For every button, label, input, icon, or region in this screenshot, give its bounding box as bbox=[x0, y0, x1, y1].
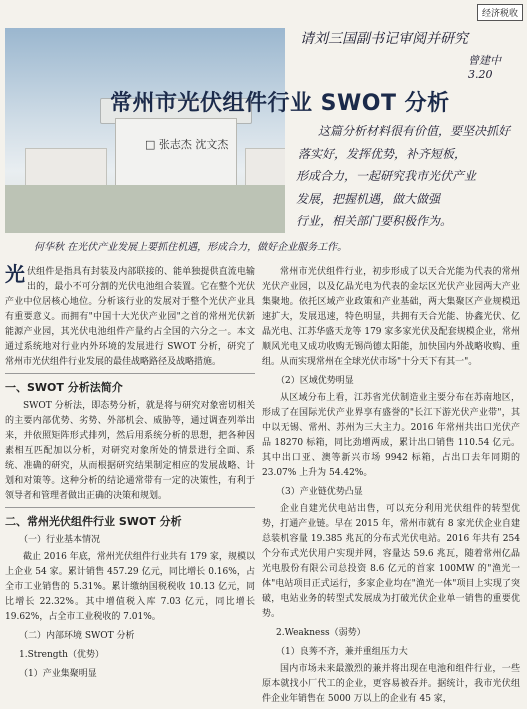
subheading-cluster: （1）产业集聚明显 bbox=[19, 669, 97, 679]
paragraph-chain: 企业自建光伏电站出售，可以充分利用光伏组件的转型优势，打通产业链。早在 2015 年，常州市就有 8 家光伏企业自建总装机容量 19.385 兆瓦的分布式光伏电站。2016 年共有 254 个分布式光伏用户实现并网，容量达 59.6 兆瓦，随着常州亿晶光电股份有限公司总投资 8.6 亿元的首家 100MW 的"渔光一体"电站项目正式运行，多家企业均在"渔光一体"项目上实现了突破，电站业务的转型式发展成为打破光伏企业单一销售的重要优势。 bbox=[262, 504, 520, 619]
handwriting-line-2: 这篇分析材料很有价值，要坚决抓好 bbox=[318, 124, 511, 138]
hero-image bbox=[5, 28, 285, 233]
intro-paragraph: 伏组件是指具有封装及内部联接的、能单独提供直流电输出的，最小不可分割的光伏电池组合装置。它在整个光伏产业中位居核心地位。分析该行业的发展对于整个光伏产业具有重要意义。而拥有"中国十大光伏产业园"之首的常州光伏新能源产业园，其光伏电池组件产量约占全国的六分之一。本文通过系统地对行业内外环境的发展进行 SWOT 分析，研究了常州市光伏组件行业发展的最佳战略路径及战略措施。 bbox=[5, 267, 255, 367]
subheading-regional: （2）区域优势明显 bbox=[276, 376, 354, 386]
divider bbox=[5, 507, 255, 508]
section-tag: 经济税收 bbox=[477, 4, 523, 21]
article-authors: □ 张志杰 沈文杰 bbox=[145, 138, 229, 151]
subheading-internal-env: （二）内部环境 SWOT 分析 bbox=[19, 631, 135, 641]
handwriting-line-7: 何华秋 在光伏产业发展上要抓住机遇，形成合力，做好企业服务工作。 bbox=[34, 242, 348, 253]
subheading-consolidation: （1）良莠不齐，兼并重组压力大 bbox=[276, 647, 408, 657]
article-title: 常州市光伏组件行业 SWOT 分析 bbox=[110, 91, 450, 116]
subheading-strength: 1.Strength（优势） bbox=[19, 650, 104, 660]
paragraph-industry-basics: 截止 2016 年底，常州光伏组件行业共有 179 家，规模以上企业 54 家。累计销售 457.29 亿元，同比增长 0.16%，占全市工业销售的 5.31%。累计缴纳国税税收 10.13 亿元，同比增长 22.32%。其中增值税入库 7.03 亿元，同比增长 19.62%，占全市工业税收的 7.01%。 bbox=[5, 552, 255, 622]
subheading-industry-basics: （一）行业基本情况 bbox=[19, 535, 101, 545]
subheading-chain: （3）产业链优势凸显 bbox=[276, 487, 363, 497]
dropcap: 光 bbox=[5, 262, 25, 286]
ground bbox=[5, 185, 285, 233]
paragraph-consolidation: 国内市场未来最激烈的兼并将出现在电池和组件行业，一些原本就找小厂代工的企业，更容易被吞并。据统计，我市光伏组件企业年销售在 5000 万以上的企业有 45 家， bbox=[262, 664, 520, 704]
subheading-weakness: 2.Weakness（弱势） bbox=[276, 628, 366, 638]
building-wing-right bbox=[245, 148, 285, 190]
building-body bbox=[115, 118, 237, 190]
heading-swot-analysis: 二、常州光伏组件行业 SWOT 分析 bbox=[5, 515, 182, 528]
handwriting-line-3: 落实好，发挥优势，补齐短板， bbox=[298, 147, 467, 161]
handwriting-signature: 曾建中 3.20 bbox=[468, 54, 501, 81]
right-column bbox=[262, 265, 520, 709]
paragraph-regional: 从区域分布上看，江苏省光伏制造业主要分布在苏南地区，形成了在国际光伏产业界享有盛誉的"长江下游光伏产业带"，其中以无锡、常州、苏州为三大主力。2016 年常州共出口光伏产品 18270 标箱，同比劲增两成，累计出口销售 110.54 亿元。其中出口亚、澳等新兴市场 9942 标箱，占出口去年同期的 23.07% 上升为 54.42%。 bbox=[262, 393, 520, 478]
divider bbox=[5, 373, 255, 374]
heading-swot-intro: 一、SWOT 分析法简介 bbox=[5, 381, 123, 394]
handwriting-line-6: 行业，相关部门要积极作为。 bbox=[296, 214, 453, 228]
building-wing-left bbox=[25, 148, 107, 190]
paragraph-cluster: 常州市光伏组件行业，初步形成了以天合光能为代表的常州光伏产业园，以及亿晶光电为代表的金坛区光伏产业园两大产业集聚地。依托区域产业政策和产业基础，两大集聚区产业规模迅速扩大，发展迅速，特色明显，共拥有天合光能、协鑫光伏、亿晶光电、江苏华盛天龙等 179 家多家光伏及配套规模企业，常州顺风光电又成功收购无锡尚德太阳能，加快国内外战略收购、重组。从而实现常州在全球光伏市场"十分天下有其一"。 bbox=[262, 267, 520, 367]
paragraph-swot-definition: SWOT 分析法，即态势分析，就是将与研究对象密切相关的主要内部优势、劣势、外部机会、威胁等，通过调查列举出来，并依照矩阵形式排列，然后用系统分析的思想，把各种因素相互匹配加以分析，对研究对象所处的情景进行全面、系统、准确的研究，从而根据研究结果制定相应的发展战略、计划和对策等。这种分析的结论通常带有一定的决策性，有利于领导者和管理者做出正确的决策和规划。 bbox=[5, 401, 255, 501]
handwriting-line-4: 形成合力，一起研究我市光伏产业 bbox=[296, 169, 477, 183]
handwriting-line-5: 发展，把握机遇，做大做强 bbox=[296, 192, 441, 206]
left-column bbox=[5, 262, 255, 684]
handwriting-line-1: 请刘三国副书记审阅并研究 bbox=[300, 31, 468, 47]
